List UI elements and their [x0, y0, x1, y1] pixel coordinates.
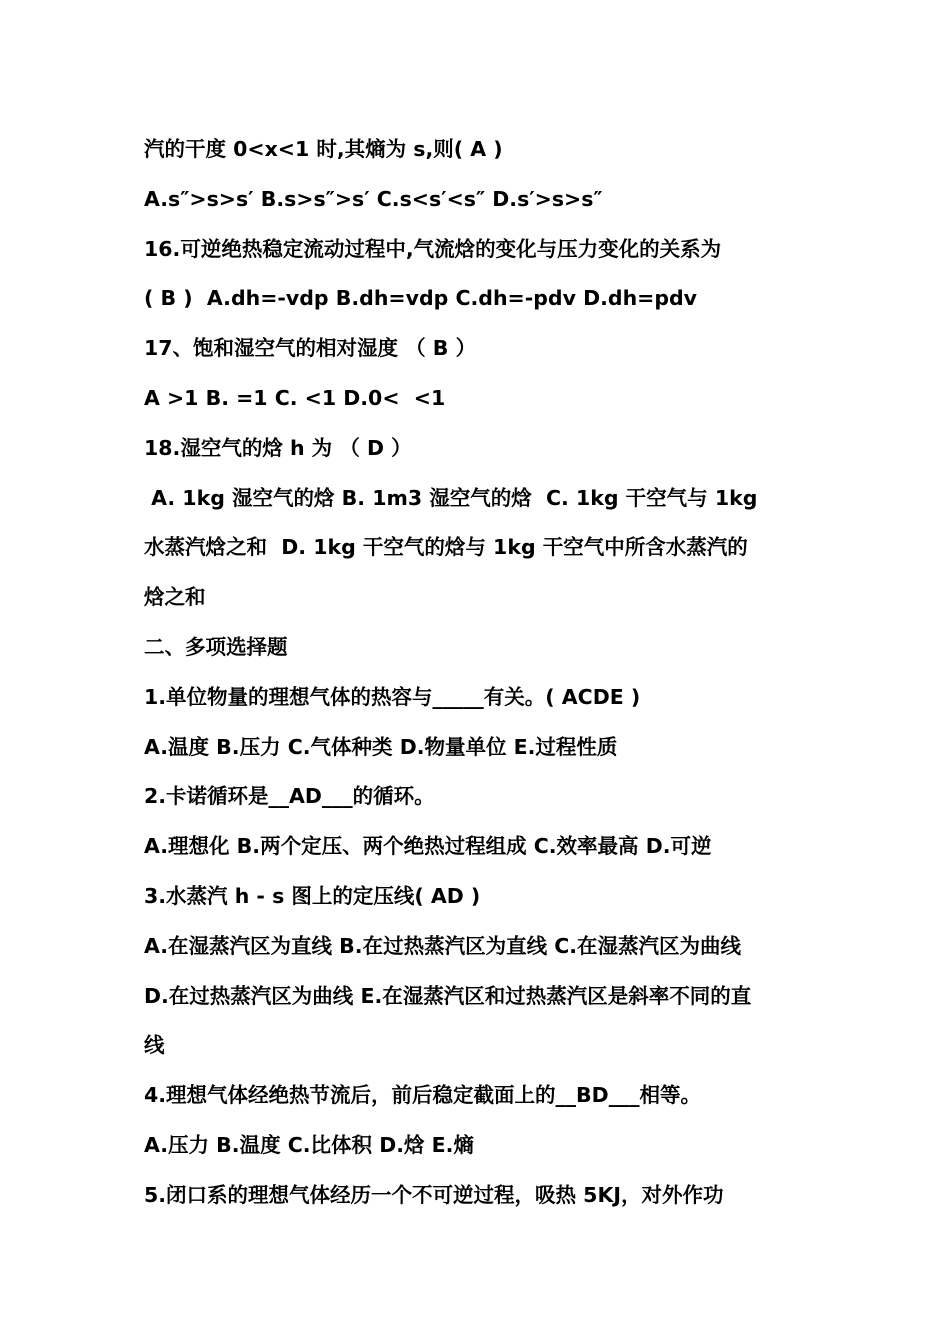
- text-line: A. 1kg 湿空气的焓 B. 1m3 湿空气的焓 C. 1kg 干空气与 1kg: [144, 485, 758, 510]
- question-18: 18.湿空气的焓 h 为 （ D ）: [144, 435, 412, 460]
- question-5: 5.闭口系的理想气体经历一个不可逆过程，吸热 5KJ，对外作功: [144, 1182, 724, 1207]
- question-1: 1.单位物量的理想气体的热容与_____有关。( ACDE ): [144, 684, 641, 709]
- text-line: 焓之和: [144, 585, 206, 610]
- question-3: 3.水蒸汽 h - s 图上的定压线( AD ): [144, 883, 481, 908]
- text-line: A.在湿蒸汽区为直线 B.在过热蒸汽区为直线 C.在湿蒸汽区为曲线: [144, 933, 742, 958]
- section-heading: 二、多项选择题: [144, 634, 288, 659]
- text-line: 汽的干度 0<x<1 时,其熵为 s,则( A ): [144, 137, 503, 161]
- text-line: A.压力 B.温度 C.比体积 D.焓 E.熵: [144, 1132, 474, 1157]
- text-line: D.在过热蒸汽区为曲线 E.在湿蒸汽区和过热蒸汽区是斜率不同的直: [144, 983, 752, 1008]
- text-line: ( B ) A.dh=-vdp B.dh=vdp C.dh=-pdv D.dh=pdv: [144, 286, 698, 311]
- text-line: A.s″>s>s′ B.s>s″>s′ C.s<s′<s″ D.s′>s>s″: [144, 186, 603, 211]
- question-17: 17、饱和湿空气的相对湿度 （ B ）: [144, 336, 477, 361]
- text-line: A >1 B. =1 C. <1 D.0< <1: [144, 385, 446, 410]
- question-4: 4.理想气体经绝热节流后，前后稳定截面上的__BD___相等。: [144, 1083, 701, 1108]
- text-line: 水蒸汽焓之和 D. 1kg 干空气的焓与 1kg 干空气中所含水蒸汽的: [144, 535, 748, 560]
- document-body: [144, 125, 812, 1221]
- text-line: A.温度 B.压力 C.气体种类 D.物量单位 E.过程性质: [144, 734, 618, 759]
- text-line: 线: [144, 1033, 165, 1058]
- question-16: 16.可逆绝热稳定流动过程中,气流焓的变化与压力变化的关系为: [144, 236, 722, 261]
- question-2: 2.卡诺循环是__AD___的循环。: [144, 784, 435, 809]
- text-line: A.理想化 B.两个定压、两个绝热过程组成 C.效率最高 D.可逆: [144, 834, 712, 859]
